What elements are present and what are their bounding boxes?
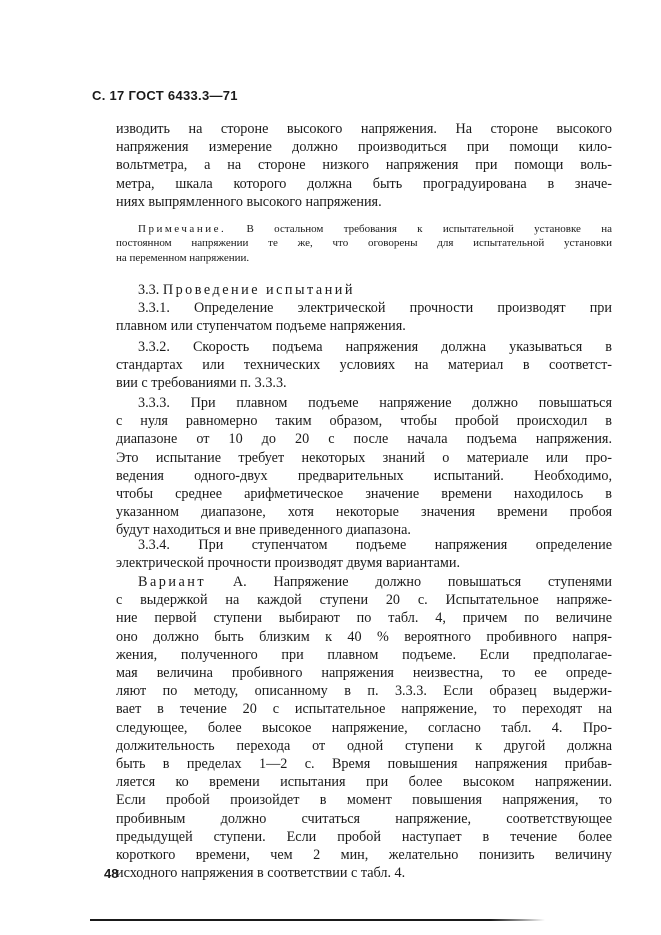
text-line: Если пробой произойдет в момент повышения напряжения, то xyxy=(116,792,612,809)
section-number: 3.3. xyxy=(138,282,160,298)
text-line: ляют по методу, описанному в п. 3.3.3. Если образец выдержи- xyxy=(116,683,612,700)
text-line: 3.3.1. Определение электрической прочности производят при xyxy=(138,300,612,316)
text-line: ние первой ступени выбирают по табл. 4, причем по величине xyxy=(116,610,612,627)
variant-a-paragraph xyxy=(116,573,612,882)
text-line: жения, полученного при плавном подъеме. Если предполагае- xyxy=(116,646,612,663)
variant-a-first-line xyxy=(116,573,612,591)
paragraph-continuation xyxy=(116,120,612,211)
text-line: 3.3.2. Скорость подъема напряжения должна указываться в xyxy=(138,339,612,355)
text-line: короткого времени, чем 2 мин, желательно понизить величину xyxy=(116,847,612,864)
text-line: указанном диапазоне, хотя некоторые значения времени пробоя xyxy=(116,504,612,521)
note-label: Примечание. xyxy=(138,223,227,235)
text-line: метра, шкала которого должна быть проградуирована в значе- xyxy=(116,175,612,192)
text-line: электрической прочности производят двумя вариантами. xyxy=(116,555,461,572)
text-line: предыдущей ступени. Если пробой наступает в течение более xyxy=(116,828,612,845)
text-line: чтобы среднее арифметическое значение времени находилось в xyxy=(116,486,612,503)
text-line: быть в пределах 1—2 с. Время повышения напряжения прибав- xyxy=(116,756,612,773)
note-text: В остальном требования к испытательной установке на xyxy=(226,223,612,235)
text-line: исходного напряжения в соответствии с табл. 4. xyxy=(116,865,406,882)
text-line: вольтметра, а на стороне низкого напряжения при помощи воль- xyxy=(116,157,612,174)
note-line: постоянном напряжении те же, что оговорены для испытательной установки xyxy=(116,237,612,250)
note-first-line xyxy=(116,222,612,236)
section-title: Проведение испытаний xyxy=(162,282,355,298)
text-line: пробивным должно считаться напряжение, соответствующее xyxy=(116,810,612,827)
page-header: С. 17 ГОСТ 6433.3—71 xyxy=(92,88,238,103)
text-line: 3.3.4. При ступенчатом подъеме напряжения определение xyxy=(138,537,612,553)
paragraph-3-3-1 xyxy=(116,299,612,335)
text-line: плавном или ступенчатом подъеме напряжения. xyxy=(116,318,406,335)
text-line: изводить на стороне высокого напряжения. На стороне высокого xyxy=(116,121,612,137)
text-line: с нуля равномерно таким образом, чтобы пробой происходил в xyxy=(116,413,612,430)
text-line: Это испытание требует некоторых знаний о материале или про- xyxy=(116,449,612,466)
text-line: ниях выпрямленного высокого напряжения. xyxy=(116,193,382,210)
text-line: мая величина пробивного напряжения неизвестна, то ее опреде- xyxy=(116,665,612,682)
text-line: следующее, более высокое напряжение, согласно табл. 4. Про- xyxy=(116,719,612,736)
text-line: напряжения измерение должно производиться при помощи кило- xyxy=(116,139,612,156)
text-line: ведения одного-двух предварительных испытаний. Необходимо, xyxy=(116,467,612,484)
variant-label: Вариант xyxy=(138,574,207,590)
paragraph-3-3-4 xyxy=(116,536,612,572)
bottom-rule xyxy=(90,919,545,921)
text-line: 3.3.3. При плавном подъеме напряжение должно повышаться xyxy=(138,395,612,411)
note-block xyxy=(116,222,612,265)
paragraph-3-3-3 xyxy=(116,394,612,540)
note-line: на переменном напряжении. xyxy=(116,251,250,264)
text-line: с выдержкой на каждой ступени 20 с. Испытательное напряже- xyxy=(116,592,612,609)
text-line: вает в течение 20 с испытательное напряжение, то переходят на xyxy=(116,701,612,718)
page-number: 48 xyxy=(104,866,119,881)
text-line: ляется ко времени испытания при более высоком напряжении. xyxy=(116,774,612,791)
text-line: оно должно быть близким к 40 % вероятного пробивного напря- xyxy=(116,628,612,645)
text-line: вии с требованиями п. 3.3.3. xyxy=(116,375,287,392)
variant-a-text: А. Напряжение должно повышаться ступенями xyxy=(206,574,612,590)
text-line: диапазоне от 10 до 20 с после начала подъема напряжения. xyxy=(116,431,612,448)
text-line: должительность перехода от одной ступени к другой должна xyxy=(116,737,612,754)
paragraph-3-3-2 xyxy=(116,338,612,393)
section-heading xyxy=(116,281,612,299)
text-line: стандартах или технических условиях на материал в соответст- xyxy=(116,357,612,374)
text-line: будут находиться и вне приведенного диапазона. xyxy=(116,522,411,539)
